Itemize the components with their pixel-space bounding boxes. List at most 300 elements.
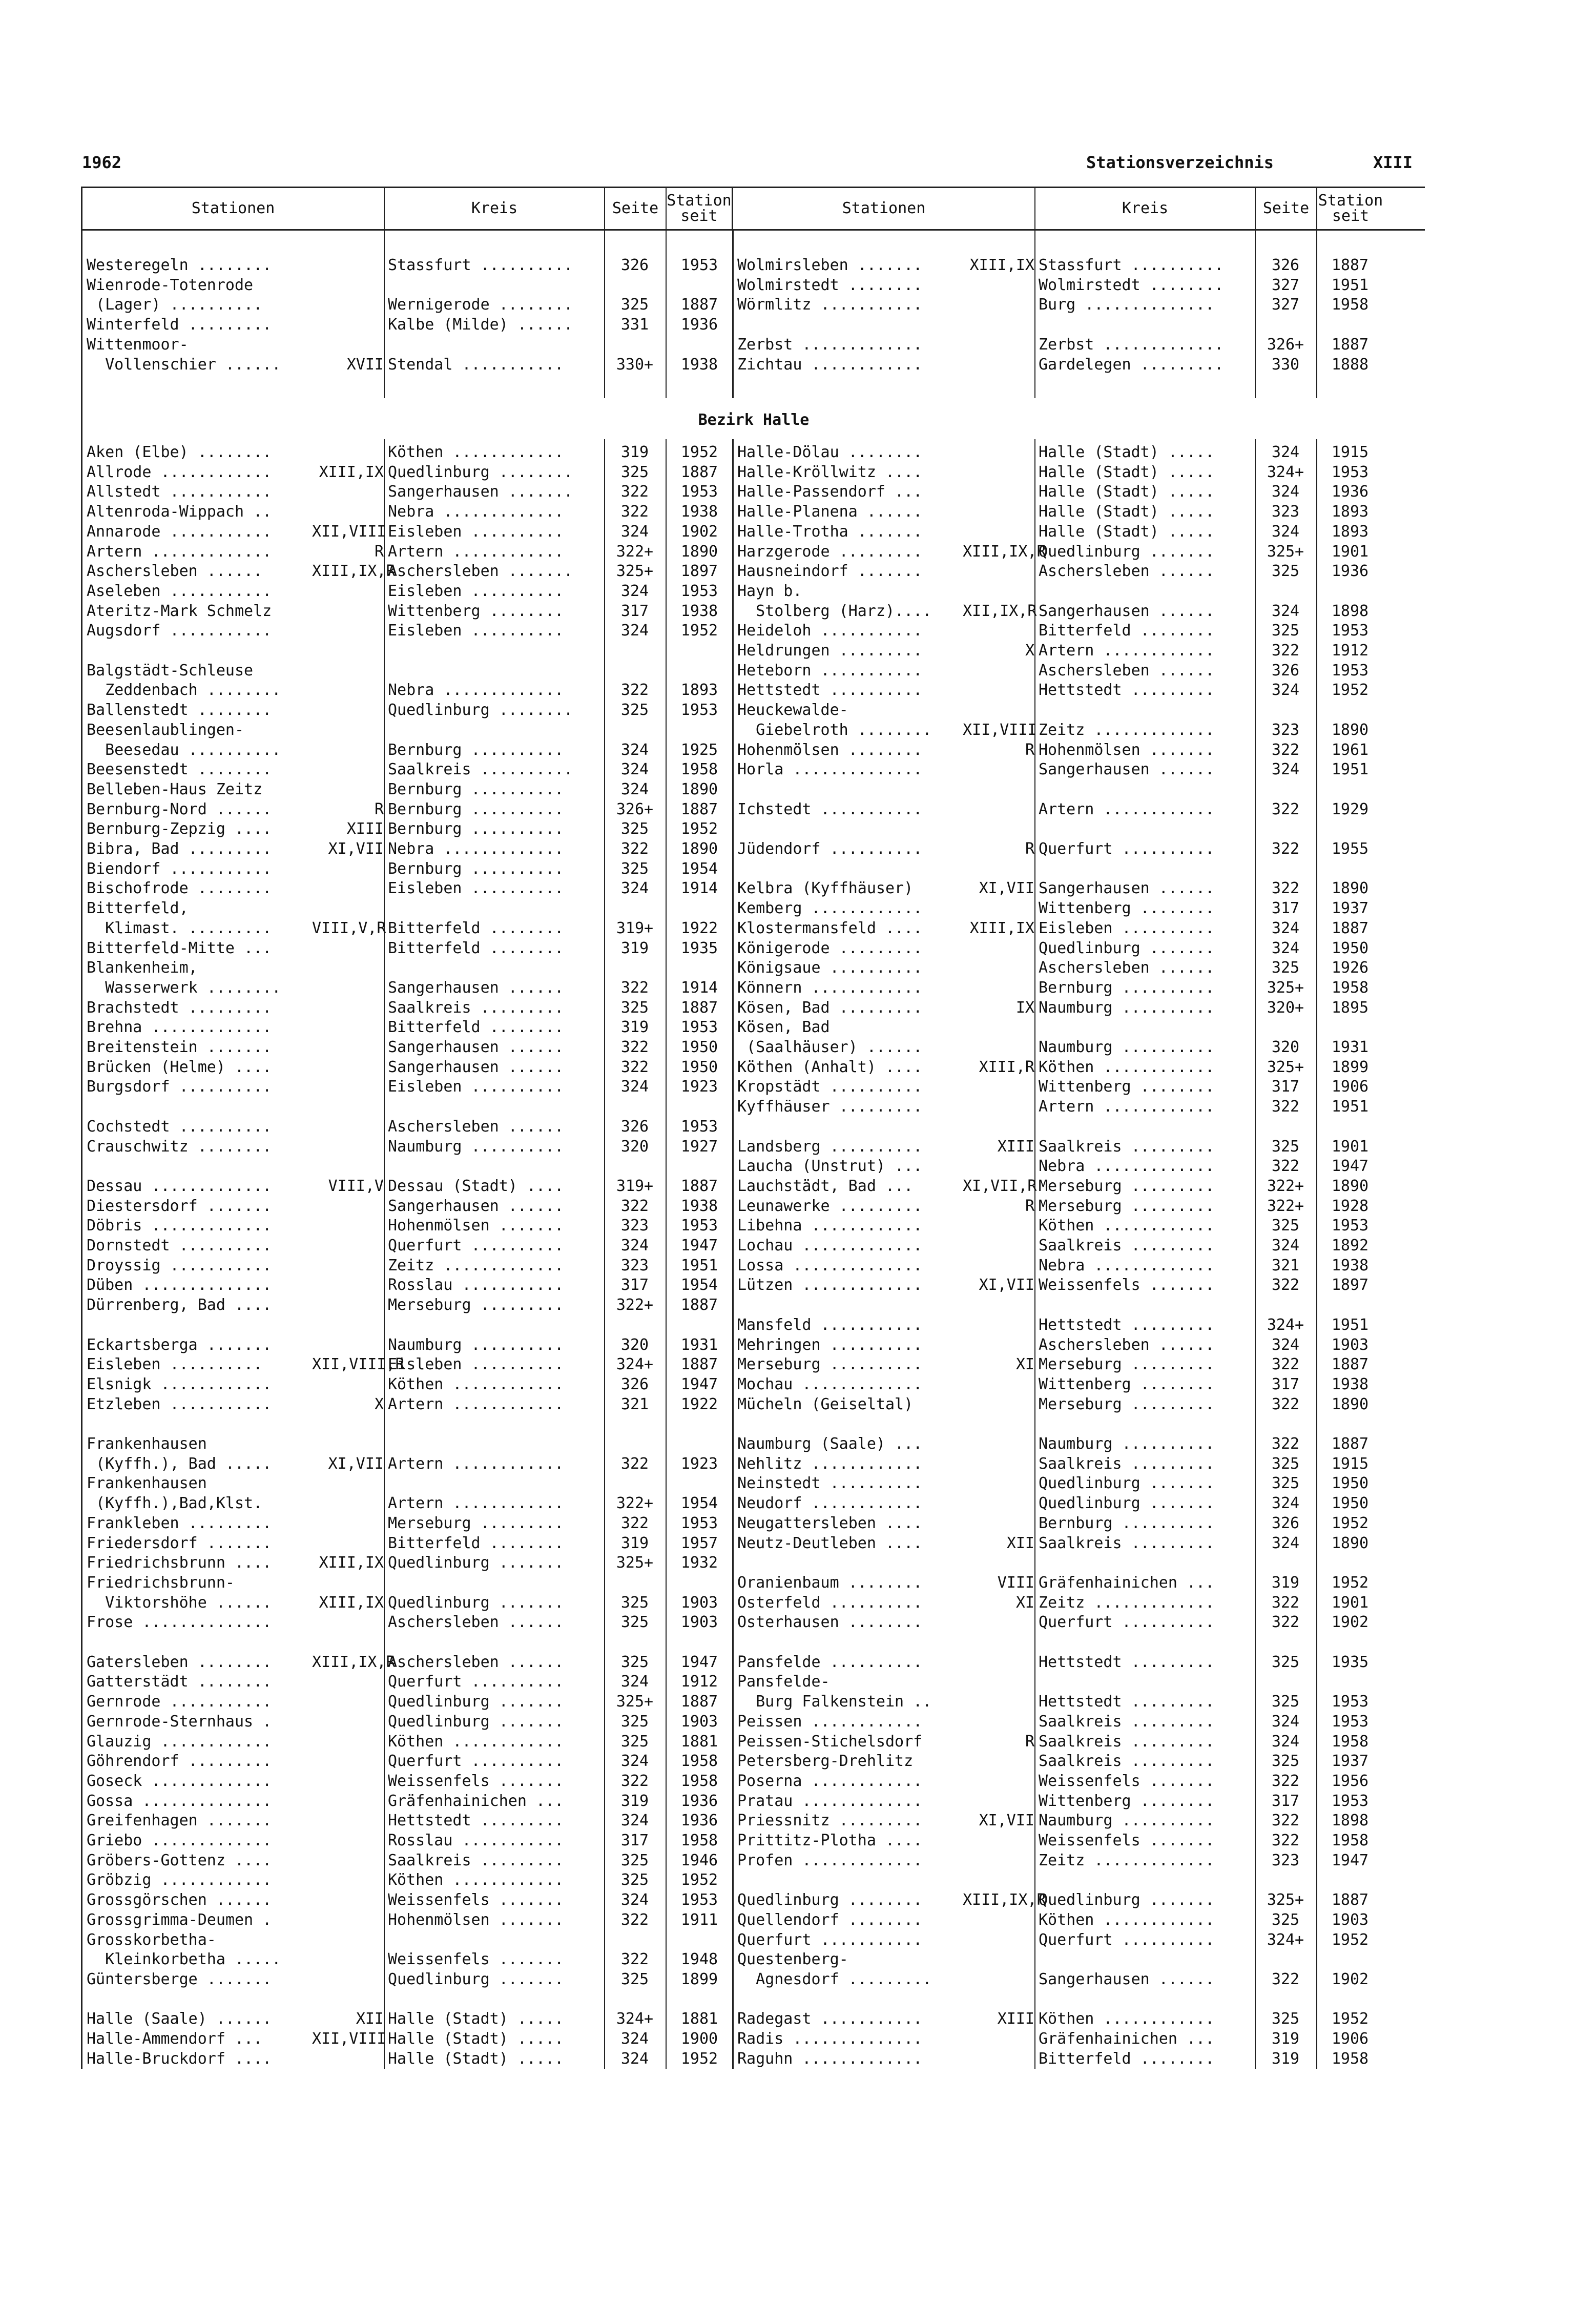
station-since: 1881 (680, 1732, 718, 1751)
district-name: Sangerhausen ...... (1039, 602, 1215, 620)
station-name: Radegast ........... (737, 2010, 923, 2028)
district-name: Querfurt .......... (1039, 1930, 1215, 1949)
page-ref: 327 (1271, 276, 1300, 294)
district-name: Eisleben .......... (1039, 919, 1215, 937)
page-ref: 324 (620, 879, 649, 898)
district-name: Querfurt .......... (388, 1673, 564, 1691)
page-ref: 322 (1271, 1276, 1300, 1294)
district-name: Naumburg .......... (1039, 1812, 1215, 1830)
station-since: 1958 (1331, 2049, 1369, 2068)
district-name: Naumburg .......... (1039, 1038, 1215, 1056)
station-since: 1951 (1331, 1315, 1369, 1334)
station-name: Harzgerode ......... (737, 542, 923, 561)
station-name: Heuckewalde- (737, 701, 848, 719)
station-since: 1950 (1331, 1494, 1369, 1513)
district-name: Hettstedt ......... (388, 1812, 564, 1830)
page-ref: 319 (620, 939, 649, 957)
district-name: Sangerhausen ...... (388, 1197, 564, 1215)
divider-seit-top-left (666, 229, 667, 398)
district-name: Hettstedt ......... (1039, 1653, 1215, 1671)
station-since: 1890 (680, 542, 718, 561)
station-since: 1887 (1331, 256, 1369, 274)
page-ref: 325 (620, 1613, 649, 1632)
station-since: 1887 (1331, 1435, 1369, 1453)
station-name: Burg Falkenstein .. (737, 1693, 932, 1711)
station-since: 1923 (680, 1078, 718, 1096)
district-name: Aschersleben ...... (1039, 562, 1215, 581)
page-ref: 325+ (1267, 542, 1304, 561)
station-name: Diestersdorf ....... (87, 1197, 272, 1215)
station-name: Frose .............. (87, 1613, 272, 1632)
page-ref: 317 (1271, 1792, 1300, 1810)
station-since: 1958 (1331, 1732, 1369, 1751)
page-ref: 330+ (616, 355, 654, 374)
station-since: 1887 (1331, 335, 1369, 354)
page-ref: 324 (620, 1891, 649, 1909)
page-ref: 324+ (1267, 1930, 1304, 1949)
page-ref: 321 (1271, 1256, 1300, 1274)
line-numbers: XIII,IX,R (963, 1891, 1046, 1909)
station-name: Dornstedt .......... (87, 1237, 272, 1254)
page-ref: 325 (620, 1851, 649, 1869)
district-name: Köthen ............ (1039, 2010, 1215, 2028)
station-name: Gatterstädt ........ (87, 1673, 272, 1691)
station-since: 1937 (1331, 899, 1369, 918)
page-ref: 322 (620, 681, 649, 700)
line-numbers: R (374, 800, 384, 818)
station-name: (Lager) .......... (87, 296, 263, 314)
page-ref: 325+ (1267, 978, 1304, 997)
station-since: 1901 (1331, 1137, 1369, 1156)
district-name: Merseburg ......... (1039, 1177, 1215, 1195)
line-numbers: XIII,IX,R (963, 542, 1046, 561)
line-numbers: XI (1015, 1593, 1034, 1612)
station-name: Kösen, Bad ......... (737, 998, 923, 1017)
station-name: Stolberg (Harz).... (737, 602, 932, 620)
page-ref: 317 (620, 1276, 649, 1294)
district-name: Köthen ............ (1039, 1910, 1215, 1929)
station-since: 1936 (1331, 562, 1369, 581)
district-name: Wolmirstedt ........ (1039, 276, 1224, 294)
station-name: Halle-Kröllwitz .... (737, 463, 923, 481)
station-name: Crauschwitz ........ (87, 1137, 272, 1156)
station-name: (Saalhäuser) ...... (737, 1038, 923, 1056)
station-name: Glauzig ............ (87, 1732, 272, 1751)
district-name: Köthen ............ (388, 443, 564, 461)
page-ref: 325 (620, 1712, 649, 1731)
station-name: Hayn b. (737, 582, 802, 600)
station-name: Köthen (Anhalt) .... (737, 1058, 923, 1076)
station-since: 1947 (680, 1237, 718, 1254)
district-name: Wittenberg ........ (1039, 899, 1215, 918)
district-name: Halle (Stadt) ..... (1039, 443, 1215, 461)
district-name: Sangerhausen ...... (388, 978, 564, 997)
station-since: 1903 (680, 1593, 718, 1612)
station-name: Allstedt ........... (87, 483, 272, 501)
line-numbers: XI,VII (328, 1454, 384, 1473)
station-name: Laucha (Unstrut) ... (737, 1157, 923, 1176)
station-since: 1887 (680, 1693, 718, 1711)
station-name: Zeddenbach ........ (87, 681, 281, 700)
page-ref: 319 (1271, 2049, 1300, 2068)
station-since: 1947 (680, 1375, 718, 1393)
station-name: Göhrendorf ......... (87, 1752, 272, 1771)
station-since: 1935 (680, 939, 718, 957)
page-ref: 317 (1271, 1078, 1300, 1096)
page-ref: 322 (620, 1772, 649, 1790)
district-name: Quedlinburg ....... (1039, 542, 1215, 561)
station-since: 1953 (680, 256, 718, 274)
district-name: Wittenberg ........ (1039, 1078, 1215, 1096)
district-name: Merseburg ......... (388, 1296, 564, 1314)
page-ref: 321 (620, 1395, 649, 1413)
page-ref: 322 (1271, 800, 1300, 818)
page-ref: 325 (1271, 562, 1300, 581)
station-name: Balgstädt-Schleuse (87, 661, 254, 680)
page-ref: 324 (1271, 760, 1300, 779)
page-year: 1962 (82, 153, 122, 172)
district-name: Artern ............ (388, 1395, 564, 1413)
district-name: Saalkreis ......... (1039, 1534, 1215, 1552)
line-numbers: R (1025, 1732, 1034, 1751)
station-since: 1953 (1331, 1792, 1369, 1810)
station-name: (Kyffh.), Bad ..... (87, 1454, 272, 1473)
station-since: 1952 (1331, 681, 1369, 700)
page-ref: 322 (1271, 1435, 1300, 1453)
station-name: Blankenheim, (87, 959, 198, 977)
page-ref: 324 (620, 1752, 649, 1771)
station-since: 1887 (680, 1177, 718, 1195)
station-name: Viktorshöhe ...... (87, 1593, 272, 1612)
station-name: Bernburg-Nord ...... (87, 800, 272, 818)
page-ref: 324 (1271, 939, 1300, 957)
station-since: 1903 (680, 1613, 718, 1632)
divider-seite-top-left (604, 229, 605, 398)
district-name: Quedlinburg ....... (388, 1693, 564, 1711)
station-name: Aken (Elbe) ........ (87, 443, 272, 461)
page-ref: 325 (1271, 1217, 1300, 1235)
page-ref: 323 (1271, 721, 1300, 739)
station-since: 1922 (680, 919, 718, 937)
line-numbers: XIII (346, 820, 384, 838)
station-name: Goseck ............. (87, 1772, 272, 1790)
line-numbers: XII,IX,R (963, 602, 1037, 620)
line-numbers: X (374, 1395, 384, 1413)
line-numbers: XIII,IX,R (312, 562, 396, 581)
station-name: Gossa .............. (87, 1792, 272, 1810)
station-name: Osterhausen ........ (737, 1613, 923, 1632)
station-name: Horla .............. (737, 760, 923, 779)
district-name: Halle (Stadt) ..... (1039, 522, 1215, 541)
district-name: Saalkreis ......... (1039, 1732, 1215, 1751)
page-ref: 319 (620, 1018, 649, 1037)
district-name: Sangerhausen ...... (388, 1038, 564, 1056)
page-ref: 322 (1271, 840, 1300, 858)
header-stationen-right: Stationen (733, 188, 1035, 229)
station-name: Halle-Bruckdorf .... (87, 2049, 272, 2068)
district-name: Aschersleben ...... (388, 1653, 564, 1671)
station-name: Dürrenberg, Bad .... (87, 1296, 272, 1314)
district-name: Stassfurt .......... (1039, 256, 1224, 274)
station-since: 1887 (1331, 919, 1369, 937)
station-name: Kösen, Bad (737, 1018, 830, 1037)
district-name: Halle (Stadt) ..... (1039, 503, 1215, 521)
page-ref: 324 (620, 622, 649, 640)
district-name: Sangerhausen ....... (388, 483, 573, 501)
station-since: 1953 (680, 1018, 718, 1037)
page-ref: 322+ (616, 1494, 654, 1513)
page-ref: 322 (1271, 1812, 1300, 1830)
station-since: 1951 (680, 1256, 718, 1274)
page-ref: 327 (1271, 296, 1300, 314)
station-since: 1952 (1331, 1514, 1369, 1532)
station-name: Peissen ............ (737, 1712, 923, 1731)
station-since: 1951 (1331, 760, 1369, 779)
station-name: Lauchstädt, Bad ... (737, 1177, 914, 1195)
station-since: 1898 (1331, 602, 1369, 620)
page-ref: 322+ (616, 1296, 654, 1314)
page-ref: 322 (620, 840, 649, 858)
station-name: Bibra, Bad ......... (87, 840, 272, 858)
station-name: Questenberg- (737, 1950, 848, 1969)
station-name: Osterfeld .......... (737, 1593, 923, 1612)
station-name: Elsnigk ............ (87, 1375, 272, 1393)
station-name: Allrode ............ (87, 463, 272, 481)
district-name: Eisleben .......... (388, 622, 564, 640)
station-since: 1914 (680, 978, 718, 997)
page-ref: 322 (1271, 1613, 1300, 1632)
page-ref: 322+ (1267, 1197, 1304, 1215)
station-since: 1953 (1331, 1693, 1369, 1711)
page-ref: 324+ (616, 1355, 654, 1374)
station-name: Halle-Trotha ....... (737, 522, 923, 541)
station-name: Oranienbaum ........ (737, 1573, 923, 1592)
page-ref: 324 (620, 1237, 649, 1254)
station-name: Pratau ............. (737, 1792, 923, 1810)
station-since: 1899 (680, 1970, 718, 1988)
station-name: Heteborn ........... (737, 661, 923, 680)
page-ref: 325 (620, 1970, 649, 1988)
station-since: 1952 (680, 820, 718, 838)
station-name: Klimast. ......... (87, 919, 272, 937)
page-ref: 319 (1271, 2030, 1300, 2048)
station-name: Friedrichsbrunn .... (87, 1554, 272, 1572)
station-name: Beesedau .......... (87, 741, 281, 759)
station-since: 1938 (1331, 1256, 1369, 1274)
station-name: Poserna ............ (737, 1772, 923, 1790)
page-ref: 325 (1271, 1653, 1300, 1671)
divider-kreis-top-left (384, 229, 385, 398)
page-ref: 319 (620, 1792, 649, 1810)
district-name: Stendal ........... (388, 355, 564, 374)
page-ref: 326 (620, 256, 649, 274)
page-ref: 325+ (1267, 1891, 1304, 1909)
station-since: 1925 (680, 741, 718, 759)
district-name: Bitterfeld ........ (1039, 2049, 1215, 2068)
station-name: Priessnitz ......... (737, 1812, 923, 1830)
station-name: Kleinkorbetha ..... (87, 1950, 281, 1969)
page-ref: 324 (1271, 522, 1300, 541)
station-since: 1951 (1331, 1098, 1369, 1116)
page-ref: 324 (1271, 1494, 1300, 1513)
district-name: Quedlinburg ....... (1039, 939, 1215, 957)
page-ref: 322 (1271, 1157, 1300, 1176)
station-name: Wolmirsleben ....... (737, 256, 923, 274)
station-since: 1887 (680, 800, 718, 818)
station-since: 1901 (1331, 542, 1369, 561)
line-numbers: XI,VII,R (963, 1177, 1037, 1195)
station-since: 1895 (1331, 998, 1369, 1017)
district-name: Halle (Stadt) ..... (388, 2030, 564, 2048)
page-ref: 324 (1271, 681, 1300, 700)
station-name: Giebelroth ........ (737, 721, 932, 739)
station-name: Eckartsberga ....... (87, 1335, 272, 1354)
line-numbers: X (1025, 642, 1034, 660)
district-name: Köthen ............ (388, 1732, 564, 1751)
header-kreis-left: Kreis (385, 188, 605, 229)
district-name: Aschersleben ...... (388, 1117, 564, 1136)
page-ref: 325 (620, 1732, 649, 1751)
station-since: 1958 (680, 760, 718, 779)
page-ref: 325+ (616, 562, 654, 581)
page-ref: 325+ (616, 1693, 654, 1711)
station-since: 1950 (680, 1058, 718, 1076)
district-name: Quedlinburg ....... (1039, 1474, 1215, 1493)
station-name: Libehna ............ (737, 1217, 923, 1235)
page-ref: 319 (620, 443, 649, 461)
district-name: Nebra ............. (388, 503, 564, 521)
station-since: 1931 (680, 1335, 718, 1354)
district-name: Weissenfels ....... (1039, 1772, 1215, 1790)
station-name: Profen ............. (737, 1851, 923, 1869)
page-ref: 319 (1271, 1573, 1300, 1592)
station-since: 1958 (680, 1832, 718, 1849)
page-ref: 322 (620, 1038, 649, 1056)
station-name: Ichstedt ........... (737, 800, 923, 818)
station-name: Halle-Ammendorf ... (87, 2030, 263, 2048)
station-since: 1952 (680, 443, 718, 461)
district-name: Gardelegen ......... (1039, 355, 1224, 374)
station-name: Gernrode-Sternhaus . (87, 1712, 272, 1731)
station-name: Lochau ............. (737, 1237, 923, 1254)
page-ref: 324+ (616, 2010, 654, 2028)
station-name: Vollenschier ...... (87, 355, 281, 374)
station-since: 1950 (680, 1038, 718, 1056)
station-since: 1906 (1331, 2030, 1369, 2048)
station-since: 1915 (1331, 1454, 1369, 1473)
page-ref: 322 (1271, 1593, 1300, 1612)
page-ref: 324 (620, 2049, 649, 2068)
page-ref: 324 (1271, 1534, 1300, 1552)
district-name: Sangerhausen ...... (1039, 760, 1215, 779)
district-name: Bitterfeld ........ (388, 919, 564, 937)
page-ref: 322 (620, 483, 649, 501)
station-since: 1902 (680, 522, 718, 541)
station-since: 1937 (1331, 1752, 1369, 1771)
district-name: Artern ............ (388, 1494, 564, 1513)
station-since: 1902 (1331, 1970, 1369, 1988)
station-name: Mehringen .......... (737, 1335, 923, 1354)
station-name: Altenroda-Wippach .. (87, 503, 272, 521)
page-ref: 325 (620, 463, 649, 481)
station-since: 1953 (1331, 1217, 1369, 1235)
station-name: Brachstedt ......... (87, 998, 272, 1017)
station-since: 1954 (680, 1276, 718, 1294)
header-seite-left: Seite (605, 188, 667, 229)
page-ref: 322 (620, 978, 649, 997)
page-heading: Stationsverzeichnis (1086, 153, 1274, 172)
station-since: 1929 (1331, 800, 1369, 818)
district-name: Eisleben .......... (388, 522, 564, 541)
station-since: 1953 (1331, 661, 1369, 680)
station-since: 1947 (1331, 1157, 1369, 1176)
page-ref: 325 (1271, 622, 1300, 640)
district-name: Stassfurt .......... (388, 256, 573, 274)
page-ref: 322 (1271, 1395, 1300, 1413)
district-name: Halle (Stadt) ..... (1039, 463, 1215, 481)
district-name: Zeitz ............. (388, 1256, 564, 1274)
district-name: Quedlinburg ....... (1039, 1494, 1215, 1513)
station-name: Leunawerke ......... (737, 1197, 923, 1215)
station-name: Quellendorf ........ (737, 1910, 923, 1929)
page-ref: 325 (1271, 1137, 1300, 1156)
station-since: 1957 (680, 1534, 718, 1552)
station-since: 1952 (1331, 1930, 1369, 1949)
district-name: Hettstedt ......... (1039, 1693, 1215, 1711)
station-name: Wasserwerk ........ (87, 978, 281, 997)
divider-center (732, 439, 734, 2069)
page-ref: 325 (1271, 959, 1300, 977)
station-name: Biendorf ........... (87, 859, 272, 878)
district-name: Hohenmölsen ....... (1039, 741, 1215, 759)
station-name: Eisleben .......... (87, 1355, 263, 1374)
station-since: 1953 (1331, 463, 1369, 481)
page-ref: 325 (620, 998, 649, 1017)
district-name: Aschersleben ...... (1039, 1335, 1215, 1354)
page-ref: 326 (620, 1375, 649, 1393)
station-table (81, 187, 1425, 2069)
divider-seit-top-right (1316, 229, 1317, 398)
district-name: Querfurt .......... (388, 1752, 564, 1771)
station-since: 1887 (1331, 1891, 1369, 1909)
district-name: Querfurt .......... (1039, 1613, 1215, 1632)
page-ref: 319+ (616, 1177, 654, 1195)
station-name: Mansfeld ........... (737, 1315, 923, 1334)
station-name: Brehna ............. (87, 1018, 272, 1037)
station-name: Kropstädt .......... (737, 1078, 923, 1096)
station-name: Bitterfeld, (87, 899, 189, 918)
station-since: 1887 (680, 998, 718, 1017)
page-ref: 317 (1271, 1375, 1300, 1393)
station-name: Lossa .............. (737, 1256, 923, 1274)
page-ref: 323 (1271, 503, 1300, 521)
station-since: 1887 (680, 1355, 718, 1374)
line-numbers: XIII,R (979, 1058, 1034, 1076)
district-name: Zeitz ............. (1039, 1593, 1215, 1612)
station-name: Zichtau ............ (737, 355, 923, 374)
district-name: Bernburg .......... (388, 820, 564, 838)
station-name: Gröbers-Gottenz .... (87, 1851, 272, 1869)
station-name: Ateritz-Mark Schmelz (87, 602, 272, 620)
station-since: 1950 (1331, 1474, 1369, 1493)
page-ref: 323 (620, 1256, 649, 1274)
station-since: 1951 (1331, 276, 1369, 294)
station-name: Wittenmoor- (87, 335, 189, 354)
station-since: 1950 (1331, 939, 1369, 957)
district-name: Bitterfeld ........ (1039, 622, 1215, 640)
divider-kreis-right (1034, 439, 1035, 2069)
station-since: 1890 (680, 840, 718, 858)
